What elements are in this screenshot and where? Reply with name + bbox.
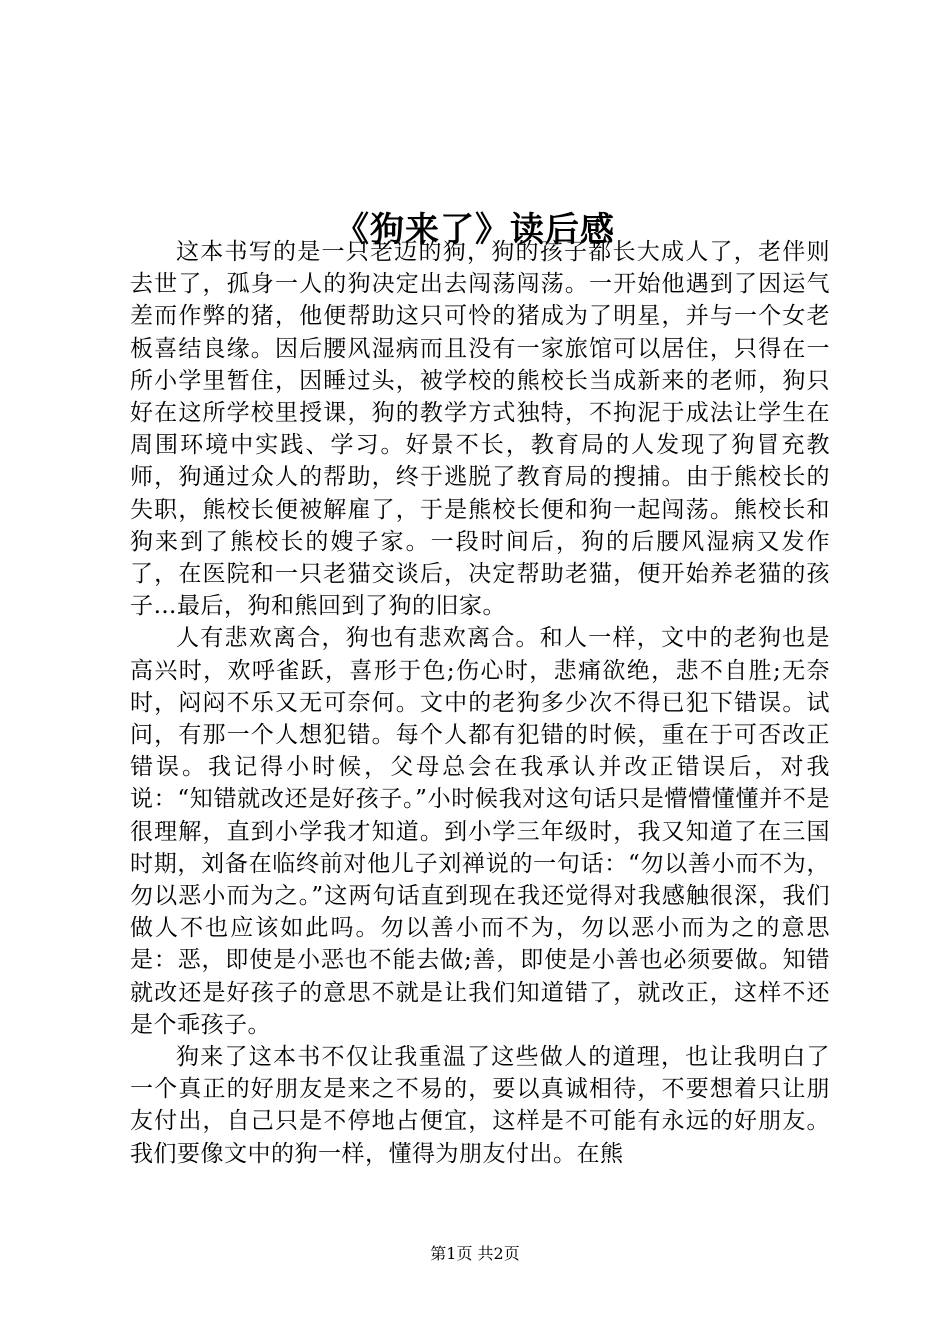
paragraph-2: 人有悲欢离合，狗也有悲欢离合。和人一样，文中的老狗也是高兴时，欢呼雀跃，喜形于色;伤心时，悲痛欲绝，悲不自胜;无奈时，闷闷不乐又无可奈何。文中的老狗多少次不得已犯下错误。试问，有那一个人想犯错。每个人都有犯错的时候，重在于可否改正错误。我记得小时候，父母总会在我承认并改正错误后，对我说：“知错就改还是好孩子。”小时候我对这句话只是懵懵懂懂并不是很理解，直到小学我才知道。到小学三年级时，我又知道了在三国时期，刘备在临终前对他儿子刘禅说的一句话：“勿以善小而不为，勿以恶小而为之。”这两句话直到现在我还觉得对我感触很深，我们做人不也应该如此吗。勿以善小而不为，勿以恶小而为之的意思是：恶，即使是小恶也不能去做;善，即使是小善也必须要做。知错就改还是好孩子的意思不就是让我们知道错了，就改正，这样不还是个乖孩子。: [130, 625, 830, 1038]
document-title: 《狗来了》读后感: [335, 209, 615, 250]
page-total: 共2页: [477, 1244, 520, 1263]
page-number: 第1页: [430, 1244, 473, 1263]
page-footer: [0, 1243, 950, 1265]
document-body: [130, 236, 830, 1170]
paragraph-1: 这本书写的是一只老迈的狗，狗的孩子都长大成人了，老伴则去世了，孤身一人的狗决定出去闯荡闯荡。一开始他遇到了因运气差而作弊的猪，他便帮助这只可怜的猪成为了明星，并与一个女老板喜结良缘。因后腰风湿病而且没有一家旅馆可以居住，只得在一所小学里暂住，因睡过头，被学校的熊校长当成新来的老师，狗只好在这所学校里授课，狗的教学方式独特，不拘泥于成法让学生在周围环境中实践、学习。好景不长，教育局的人发现了狗冒充教师，狗通过众人的帮助，终于逃脱了教育局的搜捕。由于熊校长的失职，熊校长便被解雇了，于是熊校长便和狗一起闯荡。熊校长和狗来到了熊校长的嫂子家。一段时间后，狗的后腰风湿病又发作了，在医院和一只老猫交谈后，决定帮助老猫，便开始养老猫的孩子…最后，狗和熊回到了狗的旧家。: [130, 239, 830, 620]
paragraph-3: 狗来了这本书不仅让我重温了这些做人的道理，也让我明白了一个真正的好朋友是来之不易的，要以真诚相待，不要想着只让朋友付出，自己只是不停地占便宜，这样是不可能有永远的好朋友。我们要像文中的狗一样，懂得为朋友付出。在熊: [130, 1044, 830, 1167]
